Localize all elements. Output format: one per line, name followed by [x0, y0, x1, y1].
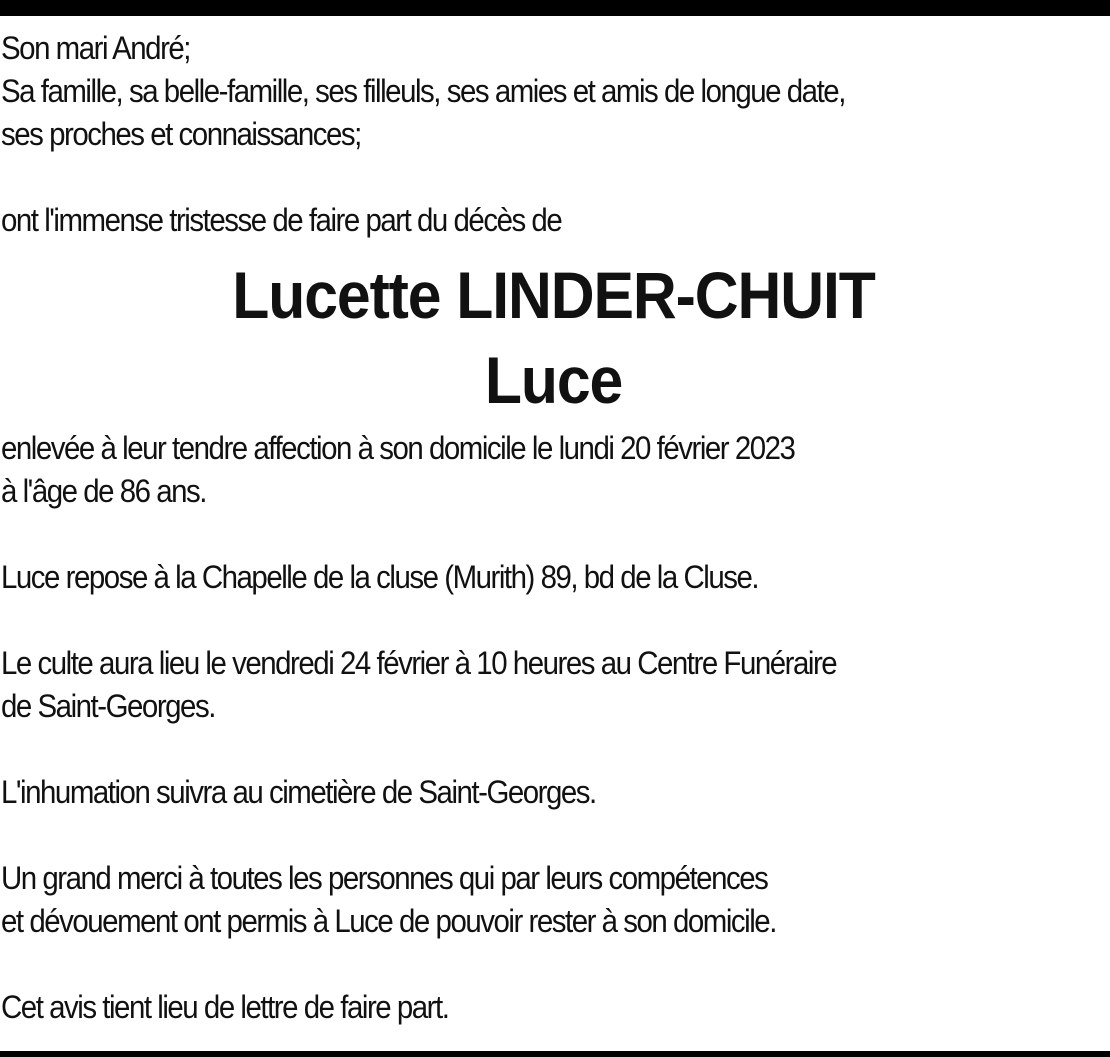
announcement-intro: ont l'immense tristesse de faire part du décès de	[1, 202, 562, 238]
family-line-relatives: Sa famille, sa belle-famille, ses filleuls, ses amies et amis de longue date,	[1, 73, 845, 109]
spacer	[1, 513, 1106, 556]
spacer	[1, 814, 1106, 857]
spacer	[1, 728, 1106, 771]
thanks-line-2: et dévouement ont permis à Luce de pouvoir rester à son domicile.	[1, 903, 776, 939]
spacer	[1, 156, 1106, 199]
obituary-notice	[1, 27, 1106, 1029]
details-block	[1, 427, 1106, 1029]
family-line-spouse: Son mari André;	[1, 30, 191, 66]
spacer	[1, 599, 1106, 642]
burial-info: L'inhumation suivra au cimetière de Saint-Georges.	[1, 774, 596, 810]
repose-location: Luce repose à la Chapelle de la cluse (Murith) 89, bd de la Cluse.	[1, 559, 759, 595]
service-line-place: de Saint-Georges.	[1, 688, 215, 724]
spacer	[1, 943, 1106, 986]
thanks-line-1: Un grand merci à toutes les personnes qui par leurs compétences	[1, 860, 768, 896]
death-line-date: enlevée à leur tendre affection à son domicile le lundi 20 février 2023	[1, 430, 795, 466]
deceased-name-block	[1, 258, 1106, 417]
closing-note: Cet avis tient lieu de lettre de faire part.	[1, 989, 449, 1025]
death-line-age: à l'âge de 86 ans.	[1, 473, 207, 509]
service-line-time: Le culte aura lieu le vendredi 24 février à 10 heures au Centre Funéraire	[1, 645, 837, 681]
deceased-nickname: Luce	[484, 343, 623, 417]
top-border-rule	[0, 0, 1110, 16]
bottom-border-rule	[0, 1051, 1110, 1057]
family-line-acquaintances: ses proches et connaissances;	[1, 116, 361, 152]
deceased-full-name: Lucette LINDER-CHUIT	[232, 258, 875, 332]
